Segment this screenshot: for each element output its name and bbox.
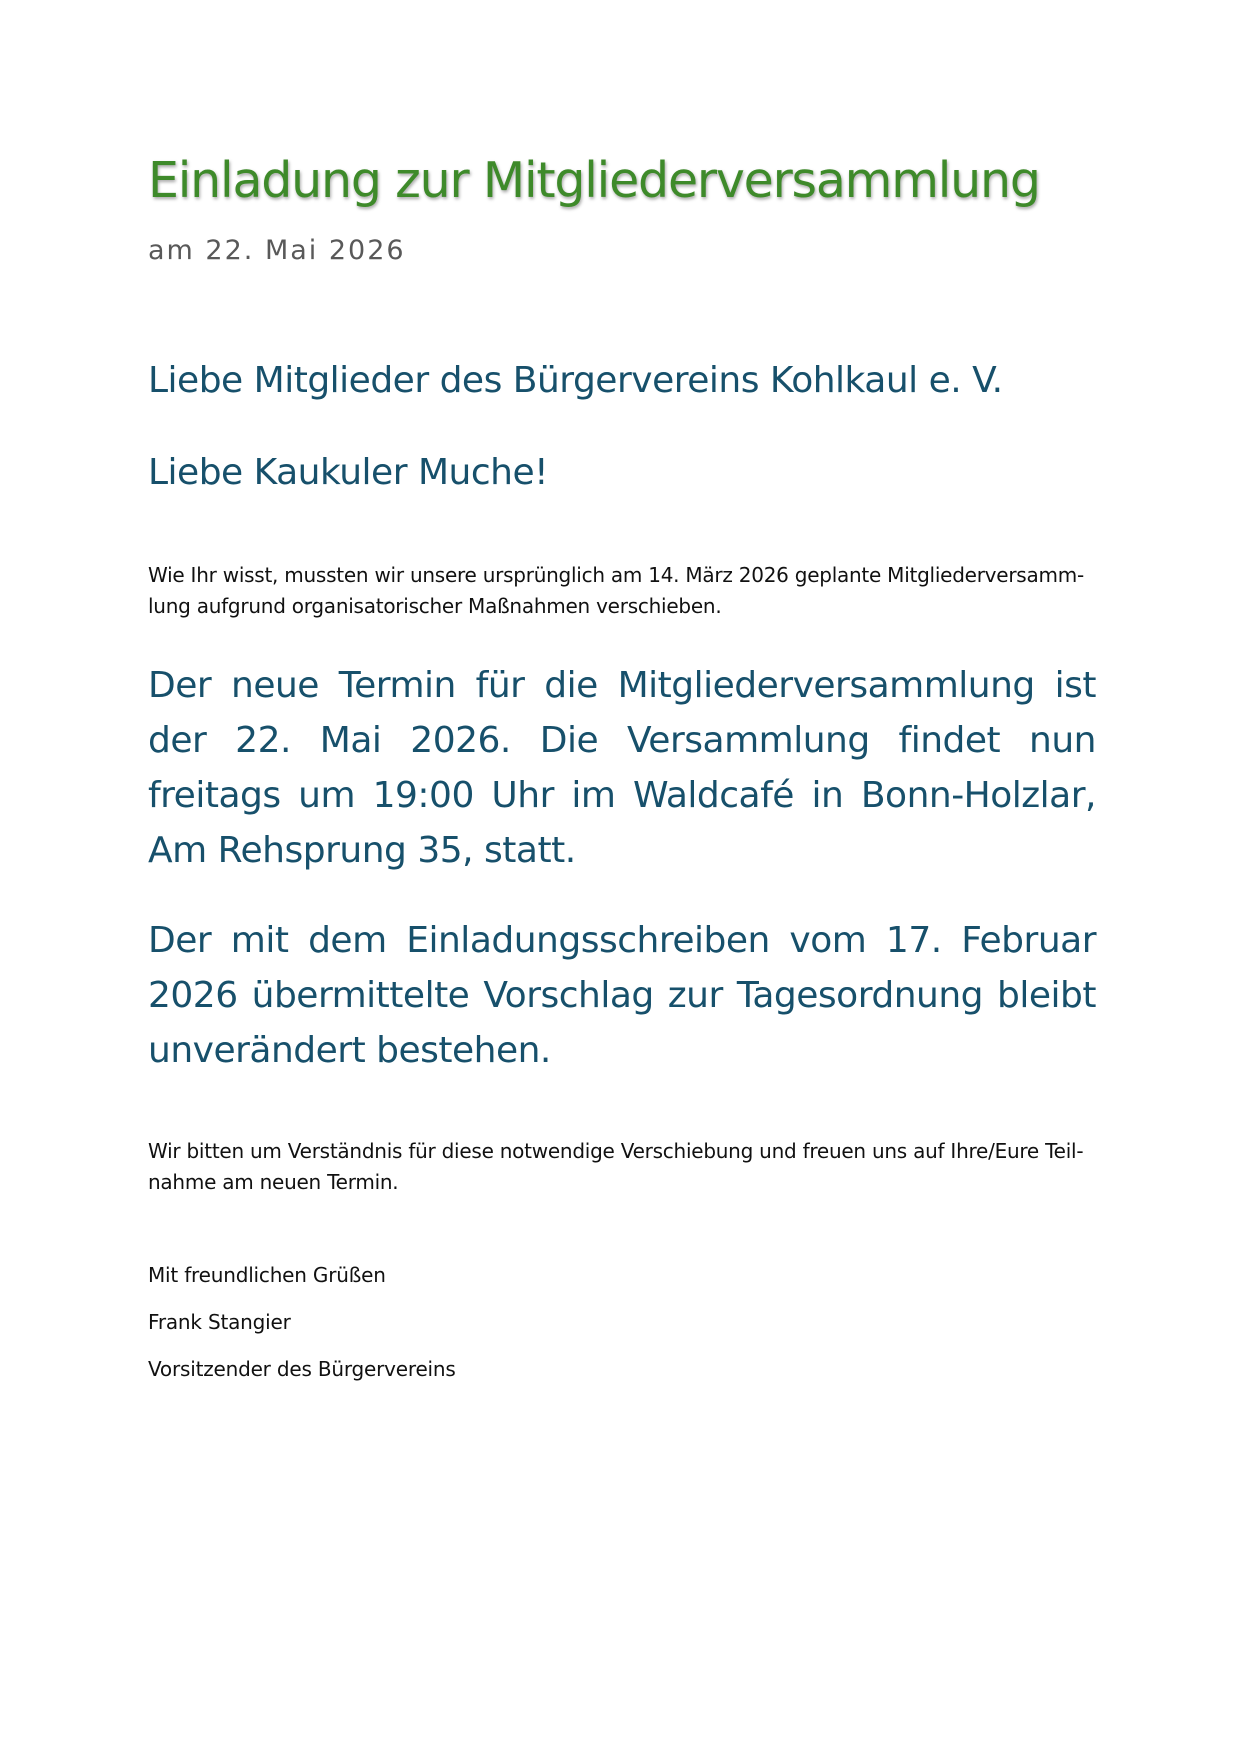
new-date-announcement: Der neue Termin für die Mitgliederversammlung ist der 22. Mai 2026. Die Versammlung findet nun freitags um 19:00 Uhr im Waldcafé in Bonn-Holzlar, Am Rehsprung 35, statt. [148, 665, 1096, 871]
document-title: Einladung zur Mitgliederversammlung [148, 152, 1040, 209]
greeting-residents: Liebe Kaukuler Muche! [148, 452, 549, 493]
document-subtitle-date: am 22. Mai 2026 [148, 235, 406, 266]
signer-name: Frank Stangier [148, 1310, 291, 1334]
signer-role: Vorsitzender des Bürgervereins [148, 1357, 456, 1381]
greeting-members: Liebe Mitglieder des Bürgervereins Kohlkaul e. V. [148, 360, 1003, 401]
agenda-announcement: Der mit dem Einladungsschreiben vom 17. Februar 2026 übermittelte Vorschlag zur Tagesordnung bleibt unverändert bestehen. [148, 920, 1096, 1071]
closing-paragraph: Wir bitten um Verständnis für diese notwendige Verschiebung und freuen uns auf Ihre/Eure Teilnahme am neuen Termin. [148, 1139, 1084, 1194]
signoff: Mit freundlichen Grüßen [148, 1263, 386, 1287]
intro-paragraph: Wie Ihr wisst, mussten wir unsere ursprünglich am 14. März 2026 geplante Mitgliederversammlung aufgrund organisatorischer Maßnahmen verschieben. [148, 563, 1085, 618]
